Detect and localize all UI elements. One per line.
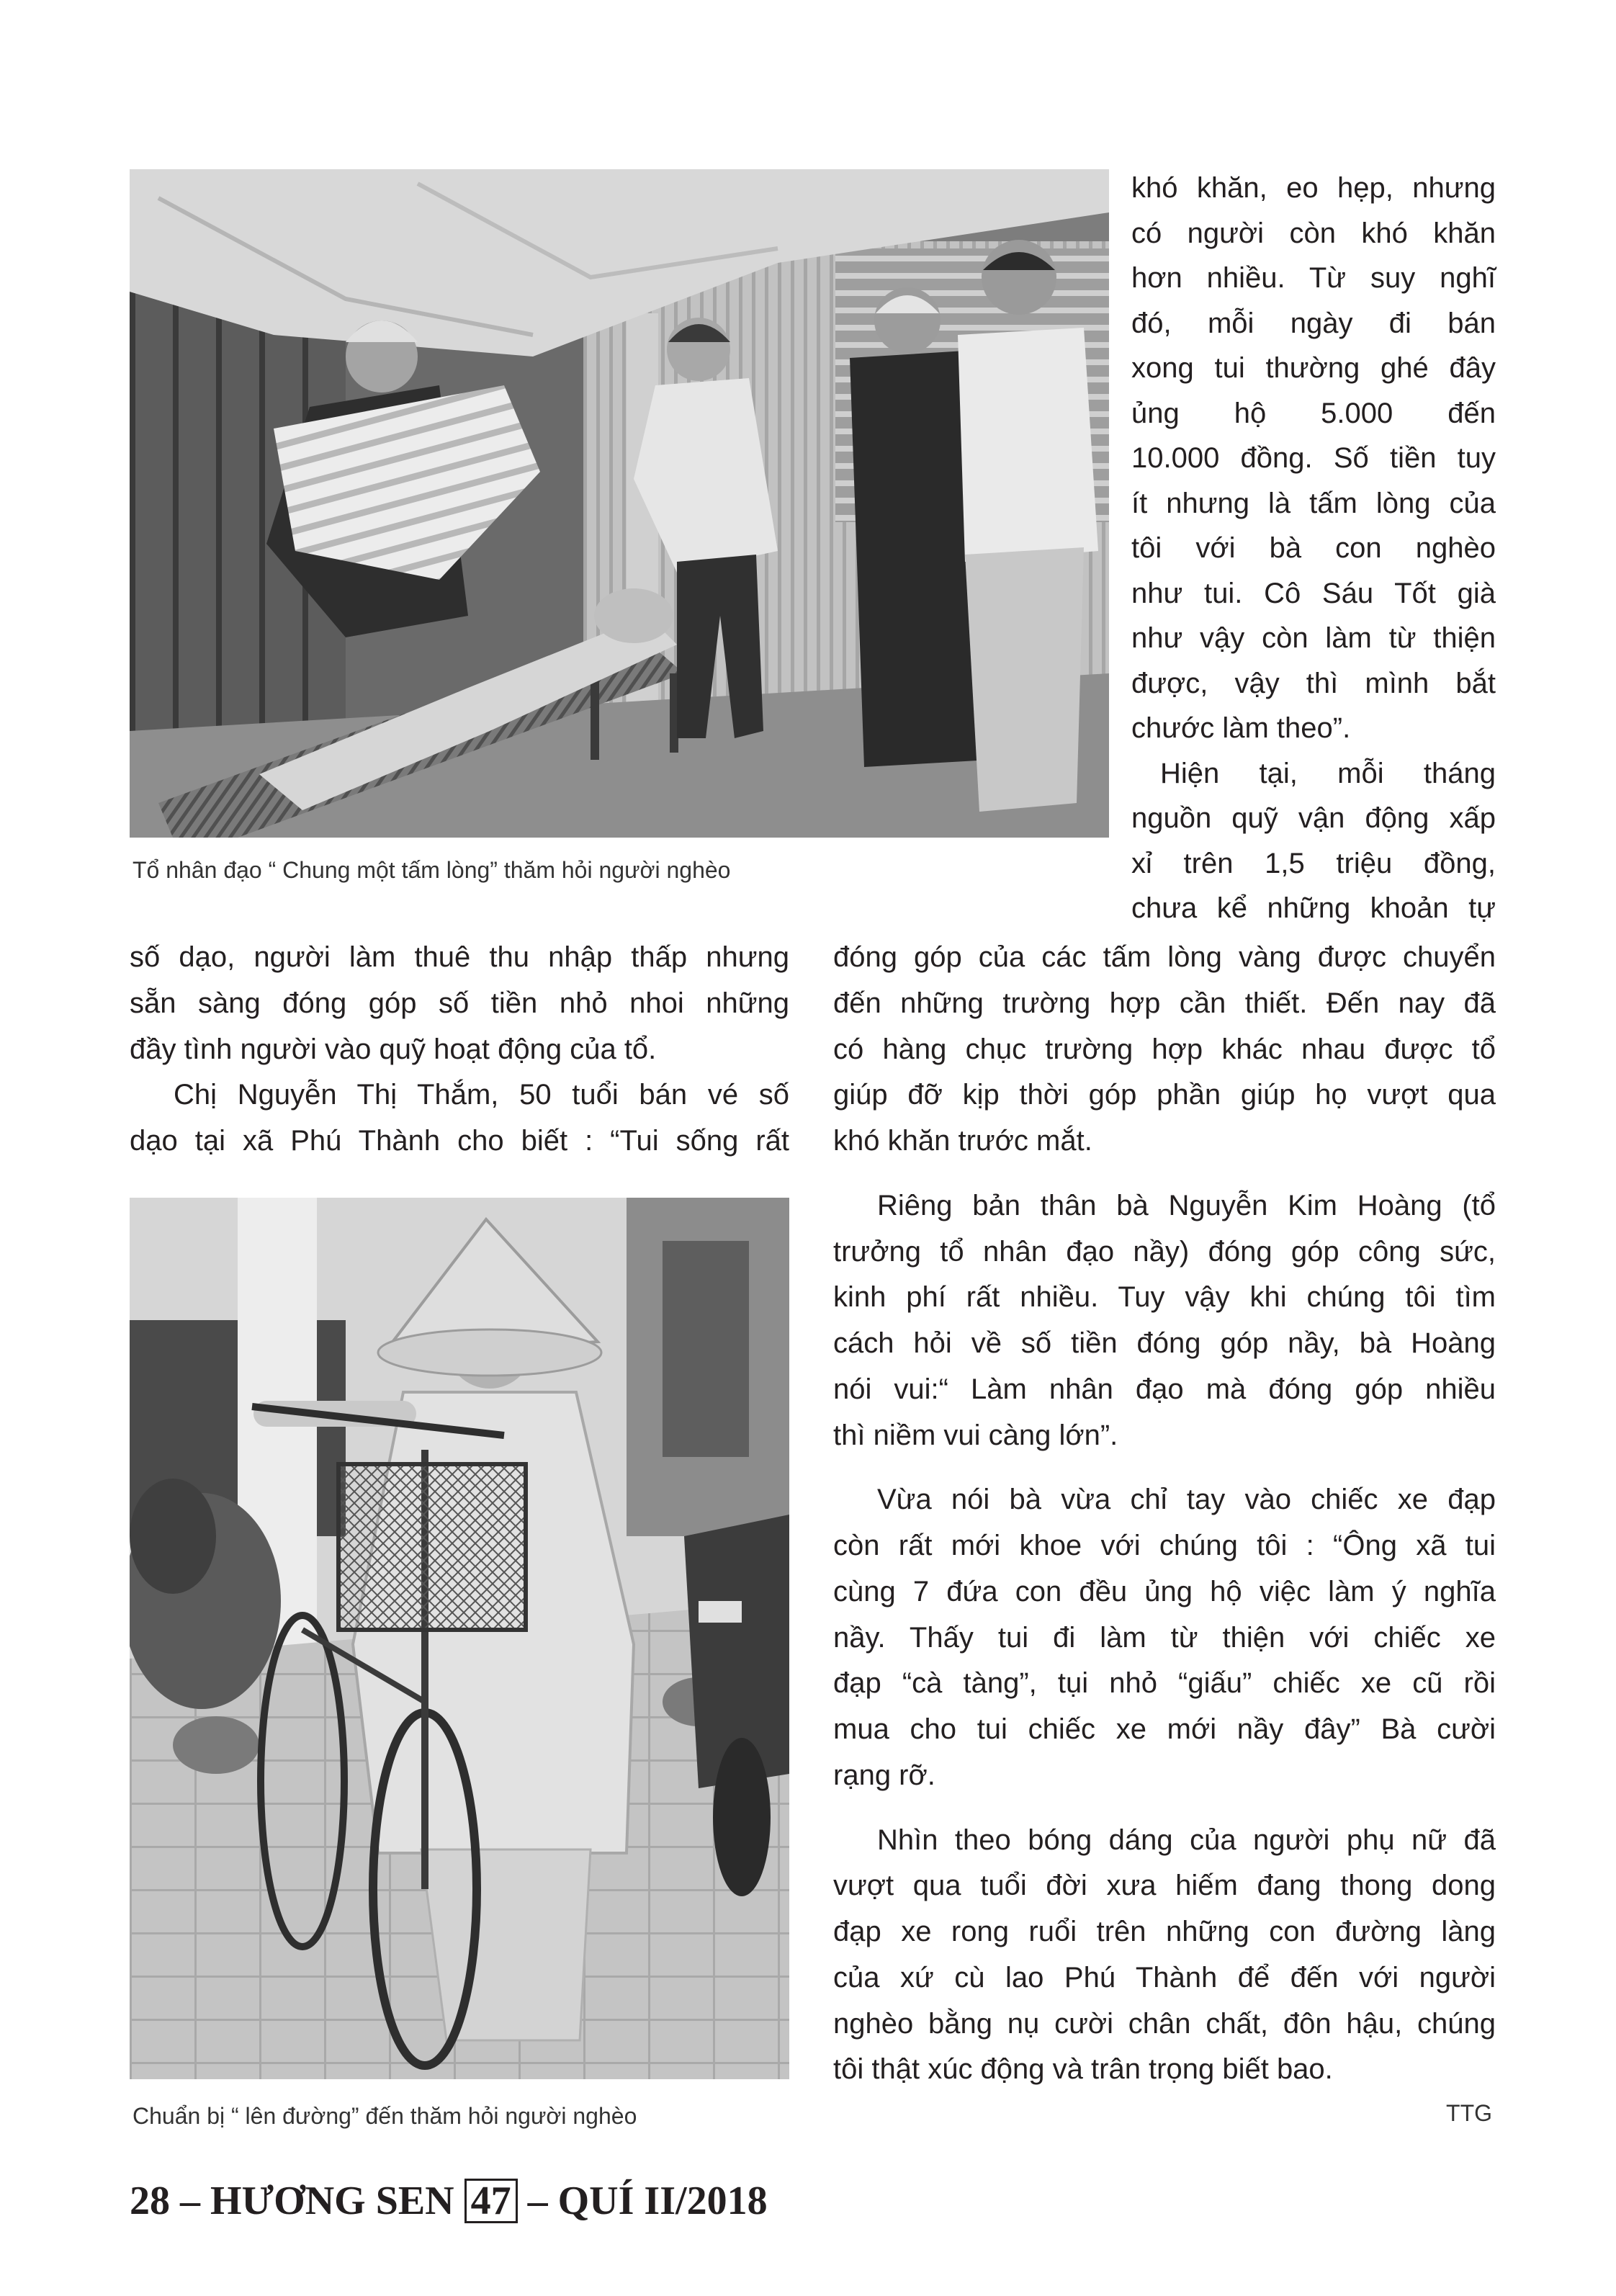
text-line: đó, mỗi ngày đi bán bbox=[1131, 307, 1496, 339]
photo-home-visit bbox=[130, 169, 1109, 838]
text-line: đến những trường hợp cần thiết. Đến nay đã bbox=[833, 987, 1496, 1019]
text-line: như tui. Cô Sáu Tốt già bbox=[1131, 577, 1496, 609]
text-line: cách hỏi về số tiền đóng góp nầy, bà Hoàng bbox=[833, 1327, 1496, 1359]
text-line: chước làm theo”. bbox=[1131, 712, 1351, 744]
text-line: còn rất mới khoe với chúng tôi : “Ông xã tui bbox=[833, 1530, 1496, 1561]
photo-woman-bicycle bbox=[130, 1198, 789, 2079]
text-line: trưởng tổ nhân đạo nầy) đóng góp công sức, bbox=[833, 1235, 1496, 1268]
text-line: kinh phí rất nhiều. Tuy vậy khi chúng tôi tìm bbox=[833, 1281, 1496, 1314]
paragraph bbox=[833, 1477, 1496, 1798]
separator: – bbox=[527, 2179, 548, 2223]
text-line: đầy tình người vào quỹ hoạt động của tổ. bbox=[130, 1033, 657, 1065]
text-line: ủng hộ 5.000 đến bbox=[1131, 397, 1496, 429]
photo-caption: Tổ nhân đạo “ Chung một tấm lòng” thăm hỏi người nghèo bbox=[133, 857, 731, 883]
text-line: Chị Nguyễn Thị Thắm, 50 tuổi bán vé số bbox=[174, 1079, 789, 1111]
photo-caption: Chuẩn bị “ lên đường” đến thăm hỏi người nghèo bbox=[133, 2103, 637, 2129]
text-line: khó khăn trước mắt. bbox=[833, 1125, 1092, 1157]
paragraph bbox=[833, 935, 1496, 1165]
text-line: nói vui:“ Làm nhân đạo mà đóng góp nhiều bbox=[833, 1373, 1496, 1405]
text-line: nghèo bằng nụ cười chân chất, đôn hậu, chúng bbox=[833, 2007, 1496, 2040]
text-line: thì niềm vui càng lớn”. bbox=[833, 1419, 1118, 1451]
text-line: có hàng chục trường hợp khác nhau được tổ bbox=[833, 1033, 1496, 1065]
separator: – bbox=[180, 2179, 200, 2223]
page-number: 28 bbox=[130, 2179, 170, 2223]
text-line: hơn nhiều. Từ suy nghĩ bbox=[1131, 262, 1496, 294]
text-line: Vừa nói bà vừa chỉ tay vào chiếc xe đạp bbox=[877, 1484, 1496, 1516]
text-line: Hiện tại, mỗi tháng bbox=[1160, 757, 1496, 789]
text-line: tôi với bà con nghèo bbox=[1131, 532, 1496, 564]
text-line: xỉ trên 1,5 triệu đồng, bbox=[1131, 847, 1496, 879]
text-line: như vậy còn làm từ thiện bbox=[1131, 622, 1496, 654]
paragraph bbox=[130, 1072, 789, 1165]
left-column bbox=[130, 935, 789, 1165]
paragraph bbox=[1131, 166, 1496, 751]
paragraph bbox=[1131, 751, 1496, 931]
upper-right-column bbox=[1131, 166, 1496, 931]
text-line: chưa kể những khoản tự bbox=[1131, 892, 1496, 924]
text-line: cùng 7 đứa con đều ủng hộ việc làm ý nghĩa bbox=[833, 1575, 1496, 1607]
text-line: số dạo, người làm thuê thu nhập thấp nhưng bbox=[130, 941, 789, 973]
text-line: dạo tại xã Phú Thành cho biết : “Tui sống rất bbox=[130, 1125, 789, 1157]
text-line: giúp đỡ kịp thời góp phần giúp họ vượt qua bbox=[833, 1079, 1496, 1111]
magazine-name: HƯƠNG SEN bbox=[210, 2179, 454, 2223]
text-line: xong tui thường ghé đây bbox=[1131, 352, 1496, 384]
paragraph bbox=[833, 1818, 1496, 2094]
text-line: 10.000 đồng. Số tiền tuy bbox=[1131, 442, 1496, 474]
page-footer bbox=[130, 2175, 768, 2227]
text-line: vượt qua tuổi đời xưa hiếm đang thong dong bbox=[833, 1870, 1496, 1902]
text-line: Riêng bản thân bà Nguyễn Kim Hoàng (tổ bbox=[877, 1189, 1496, 1221]
text-line: của xứ cù lao Phú Thành để đến với người bbox=[833, 1961, 1496, 1994]
text-line: Nhìn theo bóng dáng của người phụ nữ đã bbox=[877, 1824, 1496, 1856]
text-line: khó khăn, eo hẹp, nhưng bbox=[1131, 172, 1496, 204]
author-initials: TTG bbox=[1446, 2100, 1492, 2126]
issue-period: QUÍ II/2018 bbox=[557, 2179, 768, 2223]
text-line: được, vậy thì mình bắt bbox=[1131, 667, 1496, 699]
paragraph bbox=[130, 935, 789, 1072]
text-line: ít nhưng là tấm lòng của bbox=[1131, 487, 1496, 519]
issue-number-box: 47 bbox=[464, 2179, 518, 2223]
text-line: sẵn sàng đóng góp số tiền nhỏ nhoi những bbox=[130, 987, 789, 1019]
text-line: tôi thật xúc động và trân trọng biết bao. bbox=[833, 2053, 1333, 2086]
text-line: đạp xe rong ruổi trên những con đường làng bbox=[833, 1916, 1496, 1947]
text-line: rạng rỡ. bbox=[833, 1759, 935, 1791]
text-line: đóng góp của các tấm lòng vàng được chuyển bbox=[833, 941, 1496, 973]
text-line: đạp “cà tàng”, tụi nhỏ “giấu” chiếc xe cũ rồi bbox=[833, 1667, 1496, 1700]
paragraph bbox=[833, 1183, 1496, 1459]
text-line: nầy. Thấy tui đi làm từ thiện với chiếc xe bbox=[833, 1621, 1496, 1654]
text-line: có người còn khó khăn bbox=[1131, 217, 1496, 249]
text-line: mua cho tui chiếc xe mới nầy đây” Bà cười bbox=[833, 1713, 1496, 1745]
text-line: nguồn quỹ vận động xấp bbox=[1131, 802, 1496, 834]
lower-right-column bbox=[833, 935, 1496, 2093]
